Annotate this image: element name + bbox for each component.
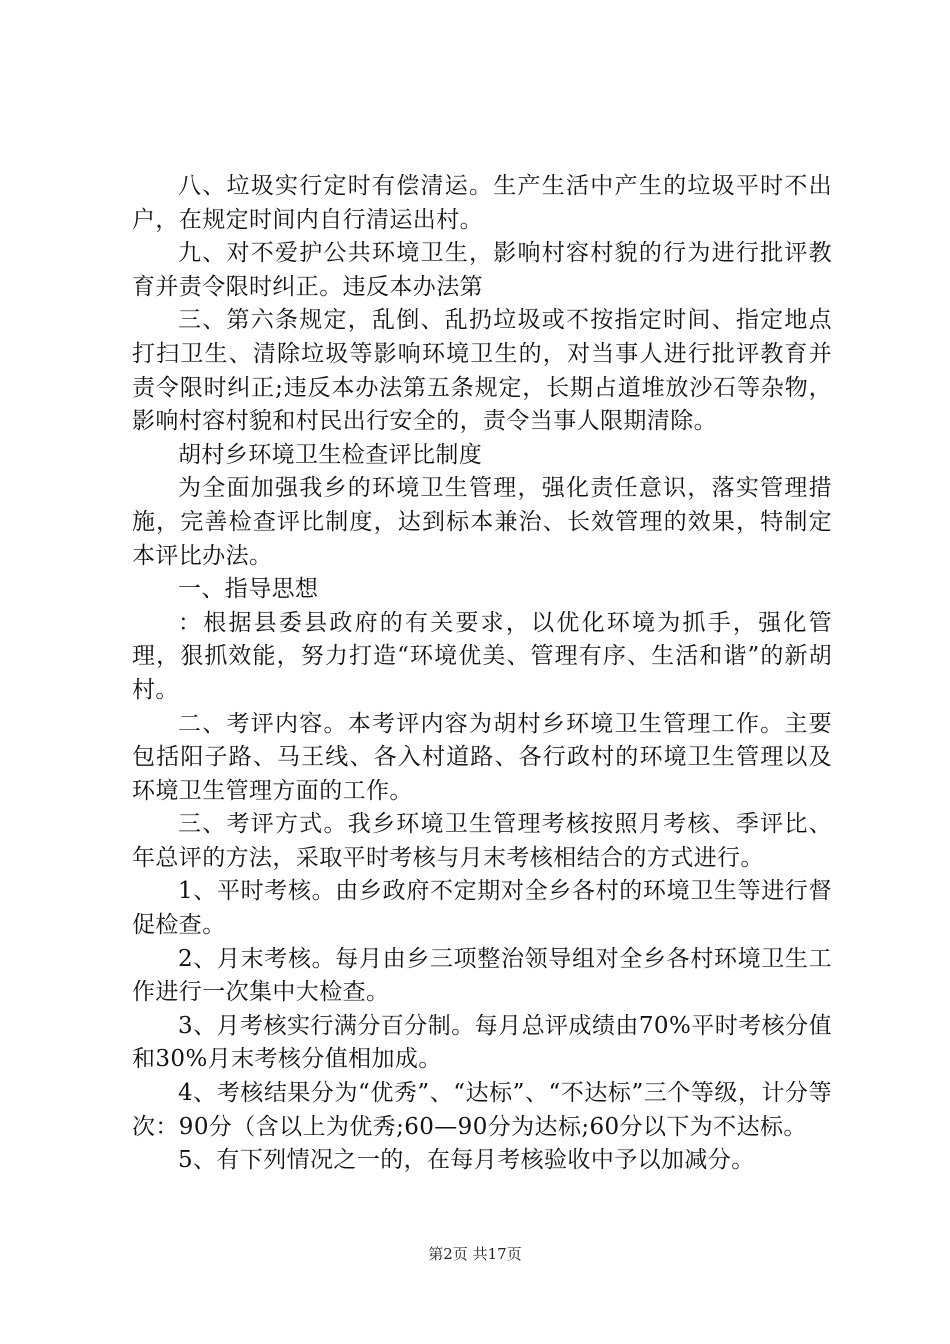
paragraph-guiding-principle: ：根据县委县政府的有关要求，以优化环境为抓手，强化管理，狠抓效能，努力打造“环境优美、管理有序、生活和谐”的新胡村。 <box>132 609 832 703</box>
paragraph-assessment-content: 二、考评内容。本考评内容为胡村乡环境卫生管理工作。主要包括阳子路、马王线、各入村道路、各行政村的环境卫生管理以及环境卫生管理方面的工作。 <box>132 710 832 804</box>
list-item-1: 1、平时考核。由乡政府不定期对全乡各村的环境卫生等进行督促检查。 <box>132 878 832 939</box>
document-body <box>132 170 832 1178</box>
list-item-2: 2、月末考核。每月由乡三项整治领导组对全乡各村环境卫生工作进行一次集中大检查。 <box>132 945 832 1006</box>
section-title: 胡村乡环境卫生检查评比制度 <box>178 441 483 468</box>
paragraph-purpose: 为全面加强我乡的环境卫生管理，强化责任意识，落实管理措施，完善检查评比制度，达到标本兼治、长效管理的效果，特制定本评比办法。 <box>132 475 832 569</box>
list-item-3: 3、月考核实行满分百分制。每月总评成绩由70%平时考核分值和30%月末考核分值相加成。 <box>132 1012 832 1073</box>
list-item-4: 4、考核结果分为“优秀”、“达标”、“不达标”三个等级，计分等次：90分（含以上为优秀;60—90分为达标;60分以下为不达标。 <box>132 1080 832 1140</box>
paragraph-assessment-method: 三、考评方式。我乡环境卫生管理考核按照月考核、季评比、年总评的方法，采取平时考核与月末考核相结合的方式进行。 <box>132 811 832 871</box>
paragraph-8-waste-collection: 八、垃圾实行定时有偿清运。生产生活中产生的垃圾平时不出户，在规定时间内自行清运出村。 <box>132 173 832 233</box>
paragraph-9-public-hygiene: 九、对不爱护公共环境卫生，影响村容村貌的行为进行批评教育并责令限时纠正。违反本办法第 <box>132 240 832 300</box>
list-item-5: 5、有下列情况之一的，在每月考核验收中予以加减分。 <box>178 1147 755 1174</box>
paragraph-violation-rules: 三、第六条规定，乱倒、乱扔垃圾或不按指定时间、指定地点打扫卫生、清除垃圾等影响环境卫生的，对当事人进行批评教育并责令限时纠正;违反本办法第五条规定，长期占道堆放沙石等杂物，影响村容村貌和村民出行安全的，责令当事人限期清除。 <box>132 307 832 435</box>
heading-guiding-principle: 一、指导思想 <box>178 576 319 603</box>
page-number-footer: 第2页 共17页 <box>428 1245 522 1263</box>
